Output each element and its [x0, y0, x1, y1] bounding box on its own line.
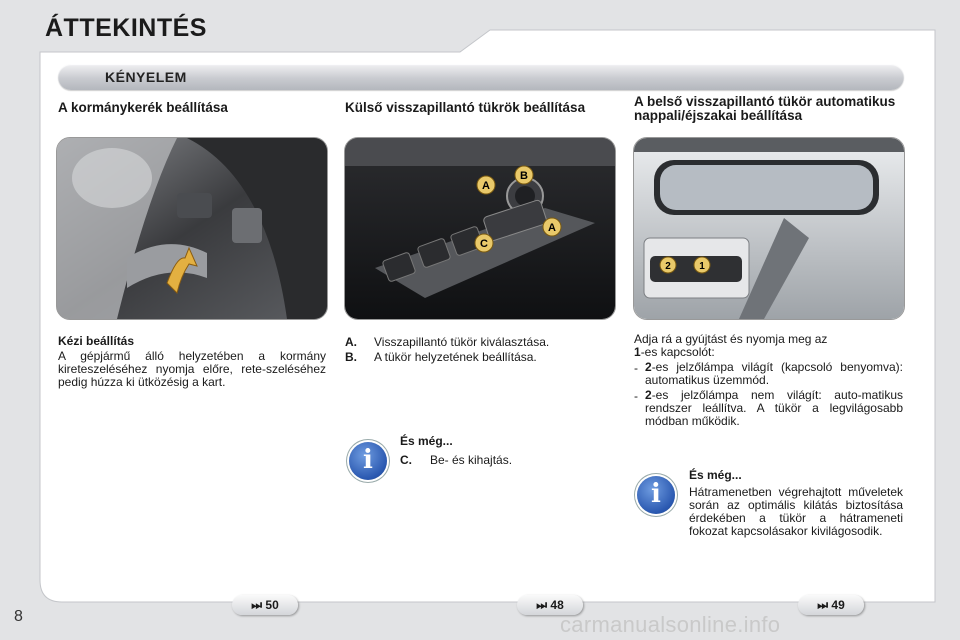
more-title-mirrors: És még...	[400, 434, 453, 448]
item-c-key: C.	[400, 453, 412, 467]
page-ref-label: 50	[265, 598, 279, 612]
skip-forward-icon: ⏭	[536, 598, 548, 612]
rearview-photo-labels	[633, 137, 903, 318]
label-a-1: A	[482, 180, 490, 192]
mirrors-heading: Külső visszapillantó tükrök beállítása	[345, 100, 586, 115]
bullet-2-text: -es jelzőlámpa nem világít: auto-matikus rendszer leállítva. A tükör a legvilágosabb módban működik.	[645, 388, 903, 428]
bullet-1	[645, 361, 903, 387]
bullet-2-dash: -	[634, 389, 638, 403]
page-ref-label: 49	[831, 598, 845, 612]
bullet-1-dash: -	[634, 361, 638, 375]
intro-key: 1	[634, 345, 641, 359]
more-title-rearview: És még...	[689, 468, 742, 482]
item-c-text: Be- és kihajtás.	[430, 453, 513, 467]
rearview-heading: A belső visszapillantó tükör automatikus nappali/éjszakai beállítása	[634, 94, 896, 123]
item-a-key: A.	[345, 335, 357, 349]
page-title: ÁTTEKINTÉS	[45, 14, 207, 42]
rearview-more-text: Hátramenetben végrehajtott műveletek során az optimális kilátás biztosítása érdekében a tükör a hátrameneti fokozat kapcsolásakor kivilágosodik.	[689, 485, 903, 538]
steering-heading: A kormánykerék beállítása	[58, 100, 228, 115]
label-2: 2	[665, 261, 671, 272]
label-1: 1	[699, 261, 705, 272]
watermark: carmanualsonline.info	[560, 612, 781, 637]
item-b-key: B.	[345, 350, 357, 364]
info-icon: i	[637, 476, 675, 514]
label-a-2: A	[548, 222, 556, 234]
bullet-1-text: -es jelzőlámpa világít (kapcsoló benyomva): automatikus üzemmód.	[645, 360, 903, 387]
bullet-2	[645, 389, 903, 428]
intro-text: Adja rá a gyújtást és nyomja meg az	[634, 332, 828, 346]
mirror-photo-labels	[344, 137, 614, 318]
bullet-1-key: 2	[645, 360, 652, 374]
label-c: C	[480, 238, 488, 250]
steering-photo	[56, 137, 328, 320]
page-number: 8	[14, 608, 23, 625]
page-ref-49[interactable]	[798, 595, 864, 615]
steering-text: A gépjármű álló helyzetében a kormány kireteszeléséhez nyomja előre, rete-szeléséhez pedig húzza ki ütközésig a kart.	[58, 349, 326, 389]
page-ref-50[interactable]	[232, 595, 298, 615]
steering-column-image	[57, 138, 327, 319]
item-a-text: Visszapillantó tükör kiválasztása.	[374, 335, 550, 349]
item-b-text: A tükör helyzetének beállítása.	[374, 350, 537, 364]
page-ref-label: 48	[550, 598, 564, 612]
section-banner-label: KÉNYELEM	[105, 69, 187, 85]
intro-end: -es kapcsolót:	[640, 345, 715, 359]
bullet-2-key: 2	[645, 388, 652, 402]
skip-forward-icon: ⏭	[817, 598, 829, 612]
rearview-intro	[634, 333, 903, 359]
manual-adjust-subheading: Kézi beállítás	[58, 334, 135, 348]
info-icon: i	[349, 442, 387, 480]
label-b: B	[520, 170, 528, 182]
skip-forward-icon: ⏭	[251, 598, 263, 612]
